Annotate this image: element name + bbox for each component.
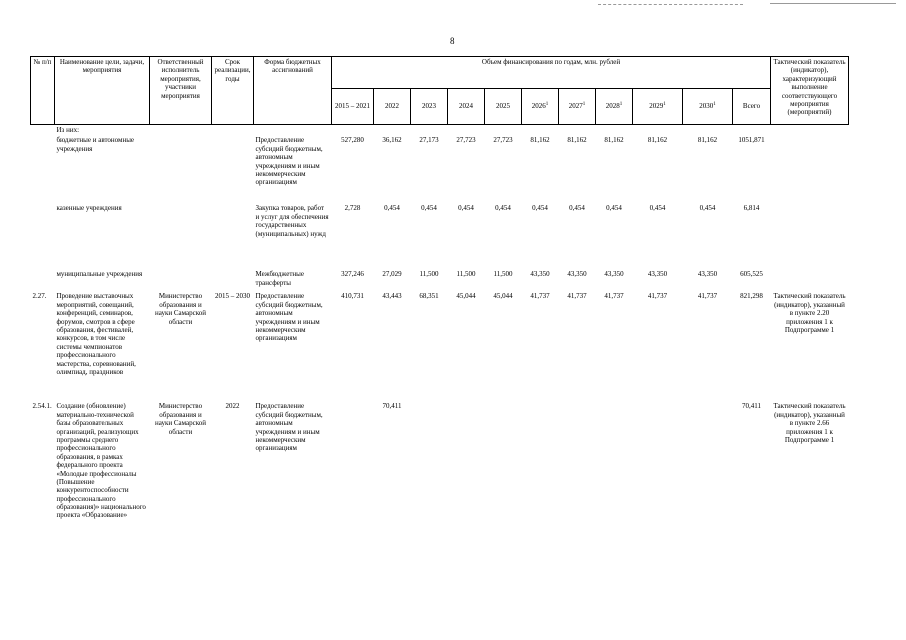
- footnote-mark: 1: [713, 102, 716, 108]
- row-value: 41,737: [604, 292, 624, 301]
- row-indicator: [771, 203, 849, 269]
- row-value: 43,350: [567, 270, 587, 279]
- footnote-mark: 1: [545, 102, 549, 108]
- header-year-label: 2029: [649, 102, 664, 111]
- header-year-label: 2024: [459, 102, 473, 111]
- row-value: 43,350: [530, 270, 550, 279]
- row-indicator: [771, 135, 849, 203]
- header-year: [733, 89, 771, 125]
- page-number: 8: [450, 36, 455, 46]
- row-value: 0,454: [649, 204, 666, 213]
- header-name: Наименование цели, задачи, мероприятия: [55, 57, 150, 125]
- row-value: [332, 401, 374, 573]
- row-value: 41,737: [530, 292, 550, 301]
- row-value: 43,350: [647, 270, 668, 279]
- header-year-label: 2025: [496, 102, 510, 111]
- row-value: 41,737: [567, 292, 587, 301]
- header-year-label: 2015 – 2021: [335, 102, 370, 111]
- row-name: казенные учреждения: [56, 204, 122, 213]
- row-value: 45,044: [456, 292, 476, 301]
- scan-artifact-line: [770, 3, 896, 5]
- row-value: 81,162: [604, 136, 624, 145]
- header-year-label: 2030: [699, 102, 714, 111]
- header-year-label: Всего: [742, 102, 761, 111]
- table-row: [31, 203, 849, 269]
- row-value: 27,173: [419, 136, 439, 145]
- row-value: 45,044: [493, 292, 513, 301]
- header-year: [596, 89, 633, 125]
- row-value: [683, 401, 733, 573]
- row-number: [31, 269, 55, 291]
- row-form: Межбюджетные трансферты: [255, 270, 304, 287]
- row-value: 70,411: [742, 402, 761, 411]
- row-value: [596, 401, 633, 573]
- row-value: [411, 401, 448, 573]
- row-value: 0,454: [421, 204, 437, 213]
- footnote-mark: 1: [619, 102, 623, 108]
- row-value: 0,454: [458, 204, 474, 213]
- row-value: 27,723: [493, 136, 513, 145]
- header-year-label: 2026: [531, 102, 546, 111]
- row-executor: [150, 203, 212, 269]
- row-form: Предоставление субсидий бюджетным, автономным учреждениям и иным некоммерческим организациям: [255, 292, 323, 343]
- header-year: [332, 89, 374, 125]
- row-value: 41,737: [697, 292, 718, 301]
- header-executor: Ответственный исполнитель мероприятия, участники мероприятия: [150, 57, 212, 125]
- row-value: 6,814: [743, 204, 760, 213]
- row-executor: Министерство образования и науки Самарской области: [154, 402, 207, 436]
- row-indicator: Тактический показатель (индикатор), указанный в пункте 2.20 приложения 1 к Подпрограмме 1: [773, 292, 846, 334]
- row-value: 410,731: [341, 292, 364, 301]
- row-value: 81,162: [567, 136, 587, 145]
- row-value: 527,280: [341, 136, 364, 145]
- row-name: Проведение выставочных мероприятий, совещаний, конференций, семинаров, форумов, смотров в сфере образования, фестивалей, конкурсов, в том числе системы чемпионатов профессионального мастерства, соревнований, олимпиад, праздников: [56, 292, 136, 376]
- subheading: Из них:: [56, 126, 80, 134]
- header-year: [633, 89, 683, 125]
- footnote-mark: 1: [663, 102, 666, 108]
- row-value: 0,454: [569, 204, 585, 213]
- row-value: 81,162: [647, 136, 668, 145]
- header-year: [374, 89, 411, 125]
- row-value: [633, 401, 683, 573]
- row-name: муниципальные учреждения: [56, 270, 143, 279]
- header-year-label: 2028: [605, 102, 620, 111]
- row-value: 2,728: [344, 204, 361, 213]
- row-indicator: [771, 269, 849, 291]
- header-year-label: 2022: [385, 102, 399, 111]
- header-period: Срок реализации, годы: [212, 57, 254, 125]
- header-indicator: Тактический показатель (индикатор), характеризующий выполнение соответствующего мероприятия (мероприятий): [771, 57, 849, 125]
- row-value: 43,350: [604, 270, 624, 279]
- row-executor: Министерство образования и науки Самарской области: [154, 292, 207, 326]
- table-row: [31, 269, 849, 291]
- row-value: 27,029: [382, 270, 402, 279]
- row-name: Создание (обновление) материально-технической базы образовательных организаций, реализующих программы среднего профессионального образования, в рамках федерального проекта «Молодые профессионалы (Повышение конкурентоспособности профессионального образования)» национального проекта «Образование»: [56, 402, 146, 520]
- row-value: [448, 401, 485, 573]
- table-row: [31, 291, 849, 401]
- footnote-mark: 1: [582, 102, 586, 108]
- row-period: [212, 135, 254, 203]
- row-period: [212, 203, 254, 269]
- financing-table: [30, 56, 849, 573]
- row-value: 0,454: [606, 204, 622, 213]
- row-value: 11,500: [493, 270, 513, 279]
- header-year: [683, 89, 733, 125]
- row-number: 2.54.1.: [32, 402, 52, 411]
- row-value: [522, 401, 559, 573]
- header-year: [522, 89, 559, 125]
- row-value: 327,246: [341, 270, 364, 279]
- header-num: № п/п: [31, 57, 55, 125]
- row-value: 81,162: [697, 136, 718, 145]
- row-value: 81,162: [530, 136, 550, 145]
- row-value: 43,443: [382, 292, 402, 301]
- row-value: 11,500: [419, 270, 439, 279]
- row-form: Предоставление субсидий бюджетным, автономным учреждениям и иным некоммерческим организациям: [255, 402, 323, 453]
- row-value: 0,454: [384, 204, 400, 213]
- row-period: [212, 269, 254, 291]
- row-value: 43,350: [697, 270, 718, 279]
- row-form: Закупка товаров, работ и услуг для обеспечения государственных (муниципальных) нужд: [255, 204, 329, 238]
- header-year: [559, 89, 596, 125]
- header-year-label: 2027: [568, 102, 583, 111]
- scan-artifact-line: [598, 4, 743, 6]
- row-form: Предоставление субсидий бюджетным, автономным учреждениям и иным некоммерческим организациям: [255, 136, 323, 187]
- row-value: 821,298: [740, 292, 763, 301]
- header-year: [448, 89, 485, 125]
- row-value: [559, 401, 596, 573]
- row-value: 27,723: [456, 136, 476, 145]
- table-row: [31, 401, 849, 573]
- row-value: 605,525: [740, 270, 763, 279]
- row-number: 2.27.: [32, 292, 47, 301]
- row-value: 1051,871: [738, 136, 765, 145]
- row-value: 0,454: [532, 204, 548, 213]
- row-indicator: Тактический показатель (индикатор), указанный в пункте 2.66 приложения 1 к Подпрограмме 1: [773, 402, 846, 444]
- row-value: 0,454: [699, 204, 716, 213]
- row-value: [485, 401, 522, 573]
- row-period: 2015 – 2030: [215, 292, 250, 301]
- row-executor: [150, 269, 212, 291]
- header-volume: Объем финансирования по годам, млн. рублей: [332, 57, 771, 89]
- row-value: 36,162: [382, 136, 402, 145]
- row-value: 11,500: [456, 270, 476, 279]
- row-name: бюджетные и автономные учреждения: [56, 136, 135, 153]
- row-number: [31, 135, 55, 203]
- row-value: 70,411: [382, 402, 402, 411]
- header-form: Форма бюджетных ассигнований: [254, 57, 332, 125]
- header-year-label: 2023: [422, 102, 436, 111]
- table-row: [31, 135, 849, 203]
- row-value: 68,351: [419, 292, 439, 301]
- row-value: 41,737: [647, 292, 668, 301]
- header-year: [485, 89, 522, 125]
- row-period: 2022: [225, 402, 240, 411]
- row-value: 0,454: [495, 204, 511, 213]
- row-executor: [150, 135, 212, 203]
- row-number: [31, 203, 55, 269]
- header-year: [411, 89, 448, 125]
